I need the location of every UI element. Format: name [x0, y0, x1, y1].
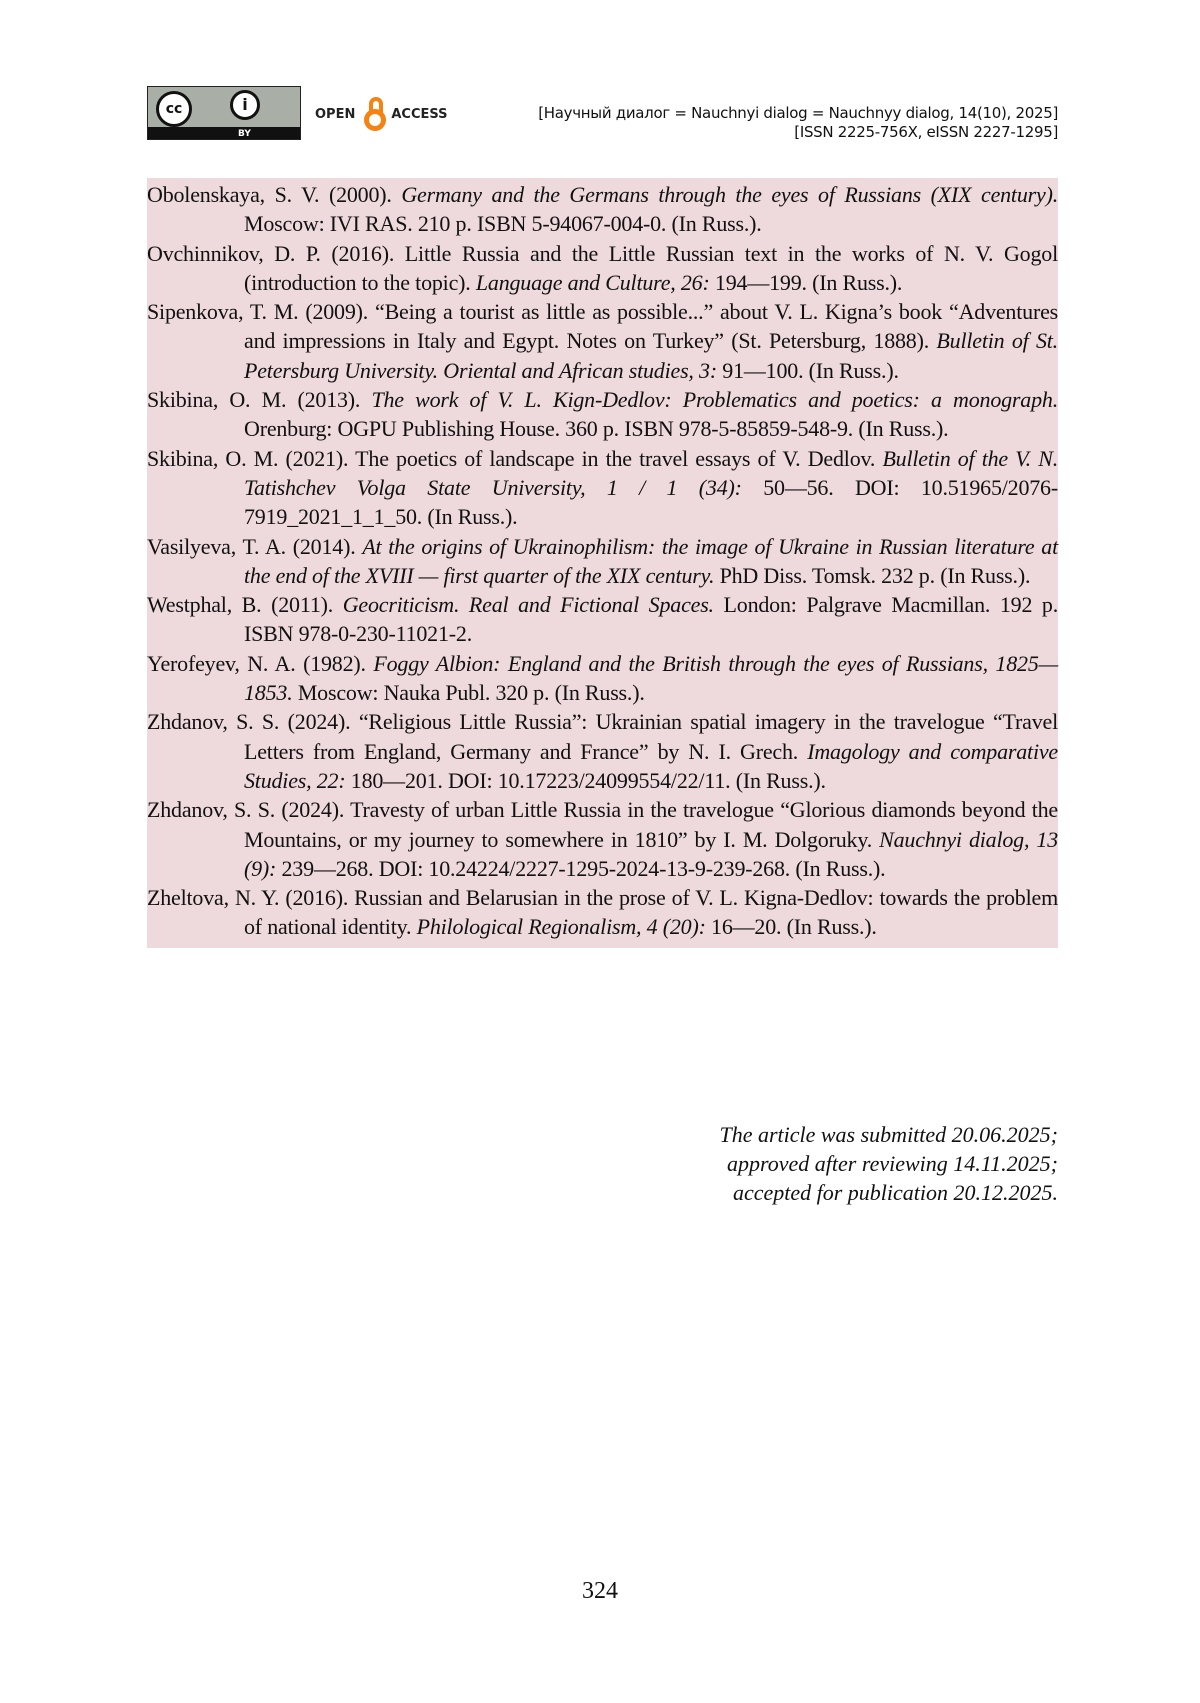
journal-issn: [ISSN 2225-756X, eISSN 2227-1295] [794, 123, 1058, 141]
reference-text: Orenburg: OGPU Publishing House. 360 p. ISBN 978-5-85859-548-9. (In Russ.). [244, 416, 949, 442]
open-access-logo [315, 86, 448, 142]
reference-text: London: Palgrave Macmillan. 192 p. ISBN 978-0-230-11021-2. [244, 592, 1059, 647]
reference-text: Zhdanov, S. S. (2024). “Religious Little Russia”: Ukrainian spatial imagery in the travelogue “Travel Letters from England, Germany and France” by N. I. Grech. [147, 709, 1058, 764]
reference-entry [147, 180, 1058, 239]
page-header [147, 86, 1058, 142]
reference-text: 239—268. DOI: 10.24224/2227-1295-2024-13-9-239-268. (In Russ.). [276, 855, 886, 881]
page-number: 324 [582, 1578, 618, 1604]
reference-entry [147, 239, 1058, 298]
reference-text: 91—100. (In Russ.). [716, 357, 899, 383]
reference-entry [147, 883, 1058, 942]
reference-entry [147, 532, 1058, 591]
reference-title-italic: The work of V. L. Kign-Dedlov: Problematics and poetics: a monograph. [371, 387, 1058, 413]
reference-title-italic: At the origins of Ukrainophilism: the image of Ukraine in Russian literature at the end of the XVIII — first quarter of the XIX century. [244, 533, 1058, 588]
reference-title-italic: Germany and the Germans through the eyes of Russians (XIX century). [401, 182, 1058, 207]
reference-title-italic: Nauchnyi dialog, 13 (9): [244, 826, 1058, 881]
by-label: BY [238, 129, 251, 139]
reference-text: Zhdanov, S. S. (2024). Travesty of urban Little Russia in the travelogue “Glorious diamonds beyond the Mountains, or my journey to somewhere in 1810” by I. M. Dolgoruky. [147, 797, 1058, 852]
open-label: OPEN [315, 106, 356, 122]
reference-text: 50—56. DOI: 10.51965/2076-7919_2021_1_1_50. (In Russ.). [244, 474, 1058, 530]
reference-title-italic: Bulletin of the V. N. Tatishchev Volga State University, 1 / 1 (34): [244, 445, 1059, 500]
reference-text: PhD Diss. Tomsk. 232 p. (In Russ.). [714, 562, 1031, 588]
reference-title-italic: Language and Culture, 26: [475, 269, 710, 295]
cc-icon: cc [156, 91, 192, 127]
reference-title-italic: Philological Regionalism, 4 (20): [416, 914, 706, 940]
reference-entry [147, 385, 1058, 444]
approved-date: approved after reviewing 14.11.2025; [727, 1151, 1058, 1176]
reference-title-italic: Bulletin of St. Petersburg University. Oriental and African studies, 3: [244, 328, 1058, 383]
reference-text: 180—201. DOI: 10.17223/24099554/22/11. (In Russ.). [345, 767, 826, 793]
open-lock-icon [361, 97, 385, 131]
reference-entry [147, 444, 1058, 532]
reference-title-italic: Imagology and comparative Studies, 22: [244, 738, 1058, 793]
reference-text: 16—20. (In Russ.). [705, 914, 877, 940]
reference-list [147, 178, 1058, 948]
journal-title: [Научный диалог = Nauchnyi dialog = Nauchnyy dialog, 14(10), 2025] [538, 104, 1058, 122]
reference-text: Sipenkova, T. M. (2009). “Being a tourist as little as possible...” about V. L. Kigna’s book “Adventures and impressions in Italy and Egypt. Notes on Turkey” (St. Petersburg, 1888). [147, 299, 1058, 354]
reference-text: Skibina, O. M. (2021). The poetics of landscape in the travel essays of V. Dedlov. [147, 445, 883, 471]
accepted-date: accepted for publication 20.12.2025. [732, 1180, 1058, 1205]
attribution-person-icon: i [230, 90, 260, 120]
journal-info [538, 104, 1058, 142]
reference-text: Ovchinnikov, D. P. (2016). Little Russia and the Little Russian text in the works of N. V. Gogol (introduction to the topic). [147, 240, 1058, 295]
reference-text: Moscow: IVI RAS. 210 p. ISBN 5-94067-004-0. (In Russ.). [244, 211, 762, 237]
reference-text: 194—199. (In Russ.). [709, 269, 903, 295]
reference-text: Moscow: Nauka Publ. 320 p. (In Russ.). [292, 680, 645, 706]
reference-entry [147, 795, 1058, 883]
reference-text: Yerofeyev, N. A. (1982). [147, 650, 374, 676]
article-dates [719, 1120, 1058, 1207]
reference-entry [147, 649, 1058, 708]
access-label: ACCESS [391, 106, 448, 122]
cc-by-license-badge [147, 86, 301, 140]
reference-title-italic: Geocriticism. Real and Fictional Spaces. [342, 592, 714, 618]
submitted-date: The article was submitted 20.06.2025; [719, 1122, 1058, 1147]
reference-entry [147, 590, 1058, 649]
reference-text: Skibina, O. M. (2013). [147, 387, 372, 413]
reference-text: Obolenskaya, S. V. (2000). [147, 182, 402, 207]
reference-text: Vasilyeva, T. A. (2014). [147, 533, 363, 559]
reference-text: Zheltova, N. Y. (2016). Russian and Belarusian in the prose of V. L. Kigna-Dedlov: towards the problem of national identity. [147, 885, 1058, 940]
reference-entry [147, 297, 1058, 385]
reference-title-italic: Foggy Albion: England and the British through the eyes of Russians, 1825—1853. [244, 650, 1058, 706]
reference-entry [147, 707, 1058, 795]
reference-text: Westphal, B. (2011). [147, 592, 343, 618]
